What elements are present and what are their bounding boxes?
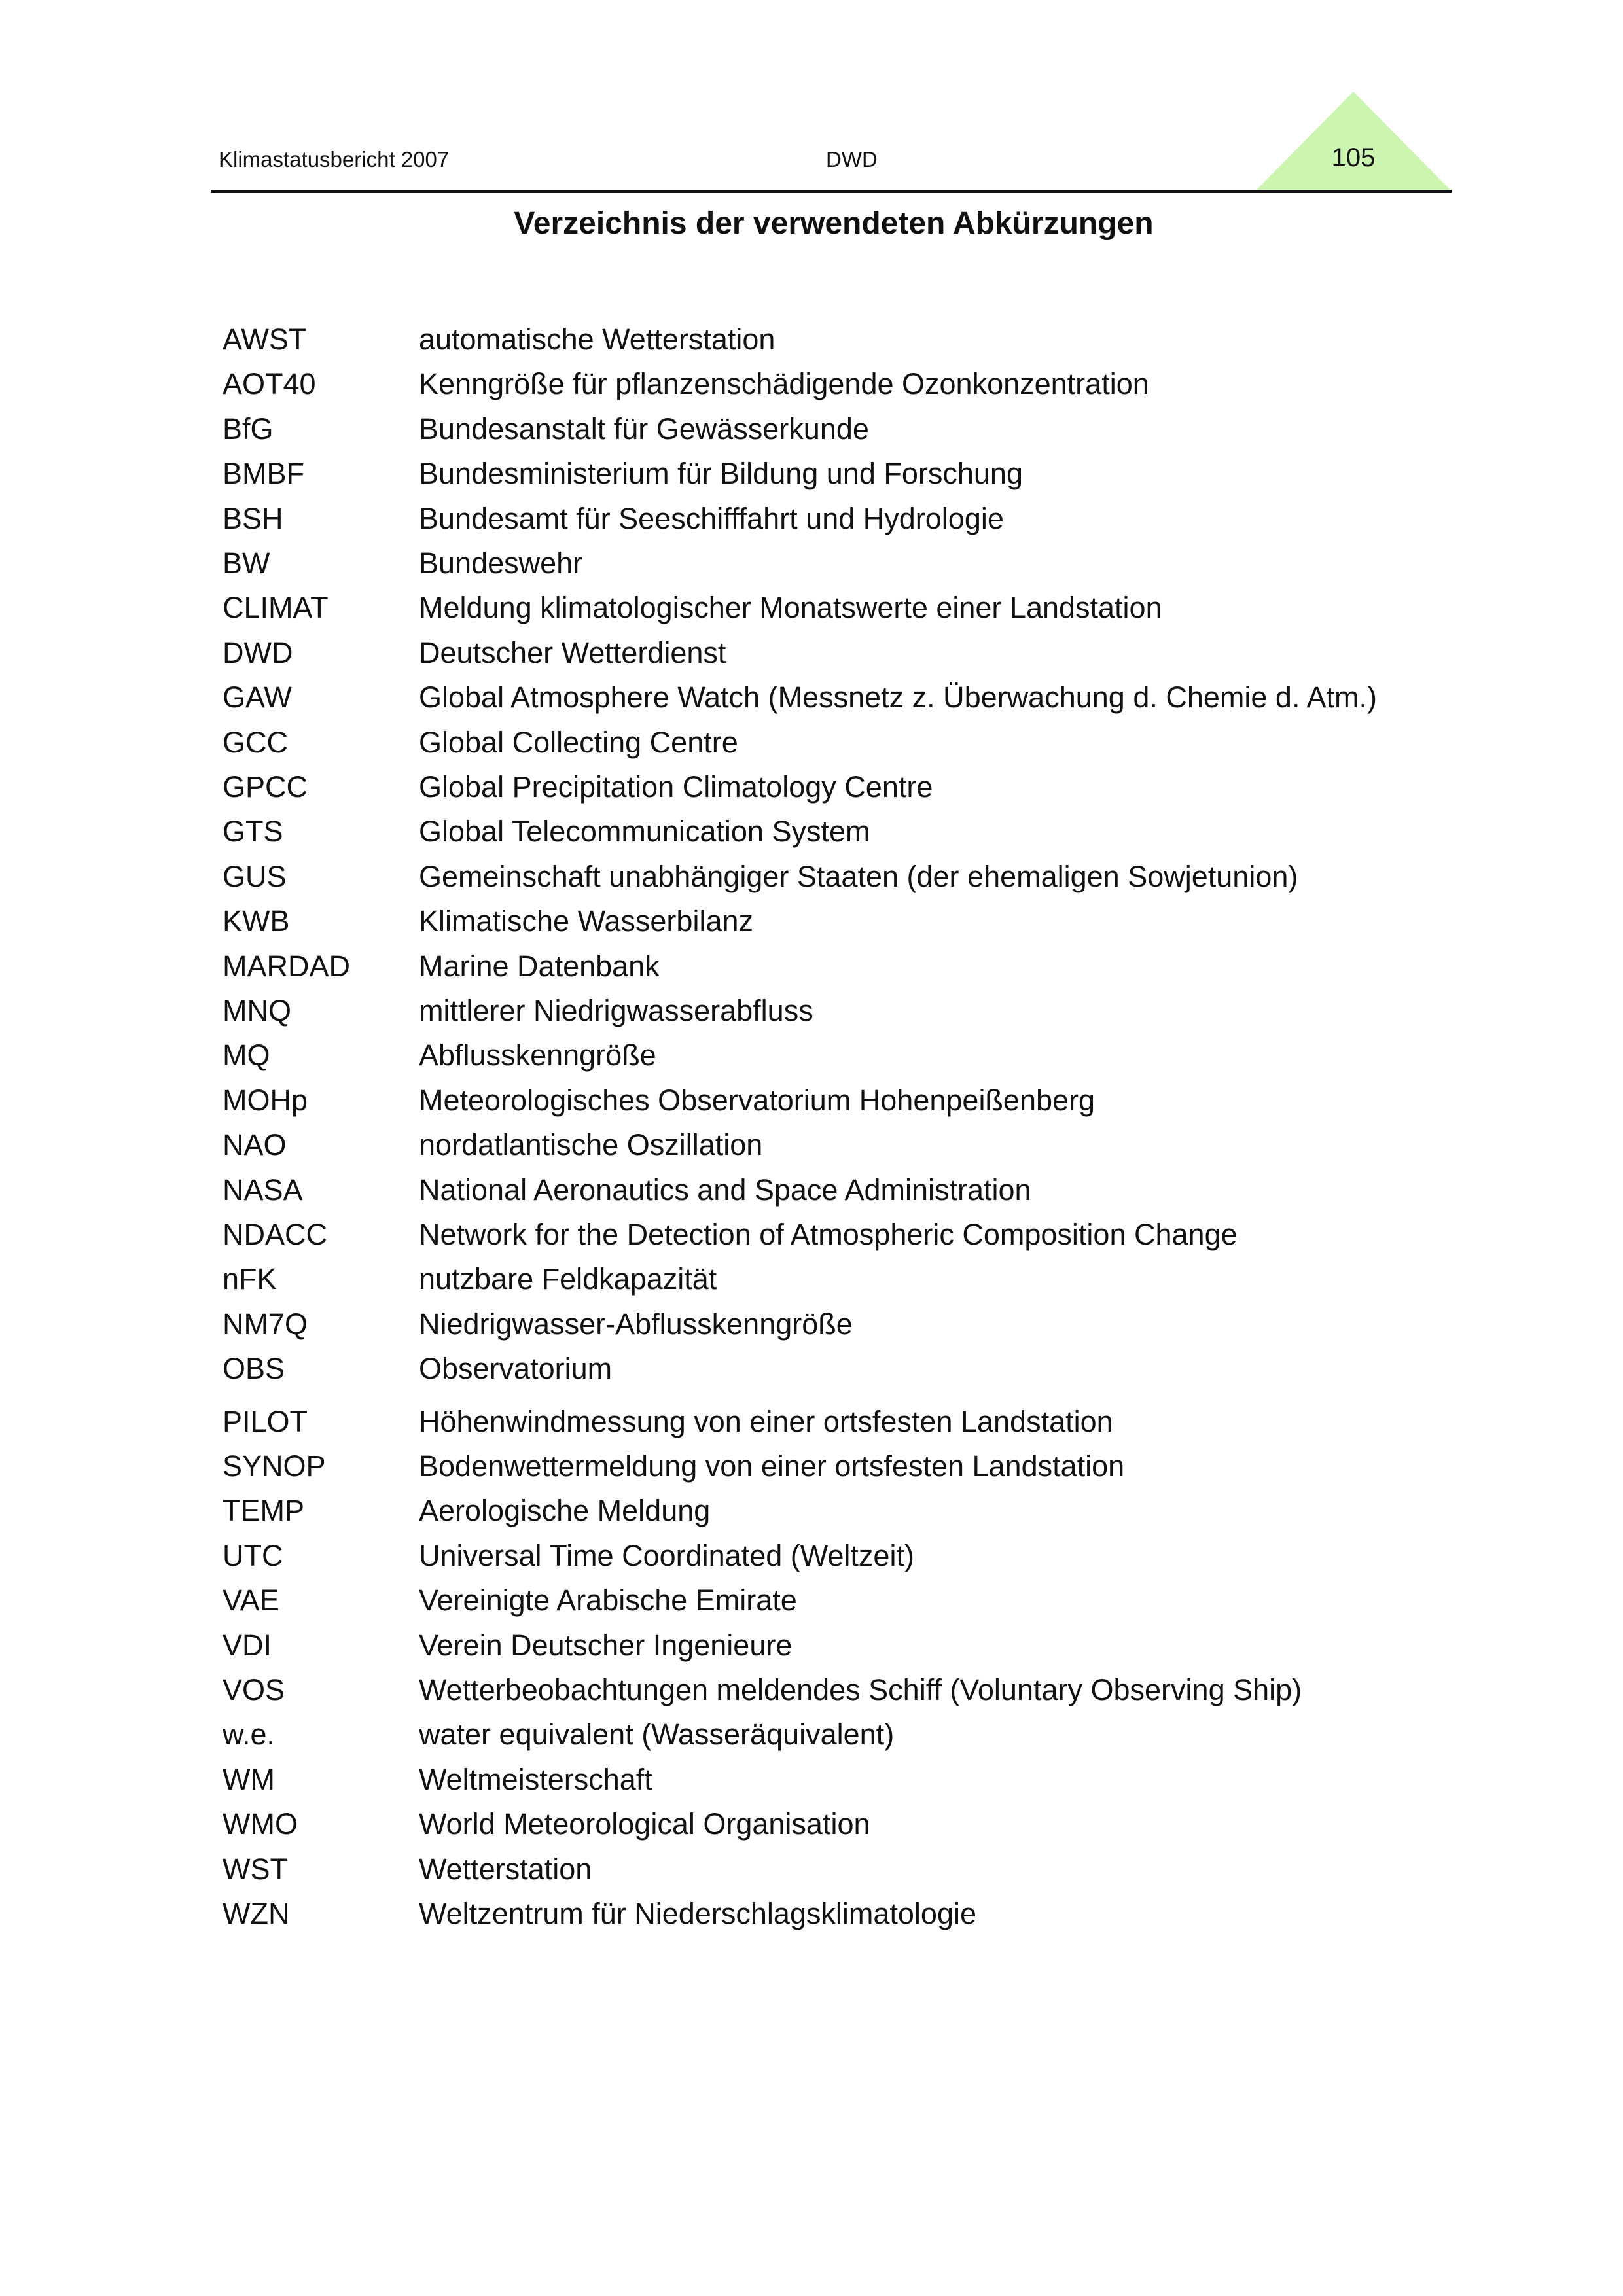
abbreviation-definition: Meldung klimatologischer Monatswerte einer Landstation [419,591,1162,624]
list-item [0,1036,1623,1075]
abbreviation: NDACC [223,1218,328,1251]
list-item [0,1581,1623,1620]
abbreviation: PILOT [223,1405,308,1438]
abbreviation-definition: Bundesamt für Seeschifffahrt und Hydrologie [419,502,1004,535]
abbreviation: VAE [223,1583,279,1617]
abbreviation-definition: Klimatische Wasserbilanz [419,904,753,938]
abbreviation-definition: Bodenwettermeldung von einer ortsfesten Landstation [419,1449,1125,1483]
abbreviation: OBS [223,1352,285,1385]
list-item [0,678,1623,717]
abbreviation-definition: Abflusskenngröße [419,1038,656,1072]
abbreviation-definition: Observatorium [419,1352,613,1385]
abbreviation: AWST [223,323,307,356]
list-item [0,857,1623,896]
abbreviation: UTC [223,1539,283,1572]
list-item [0,633,1623,673]
abbreviation-definition: Global Collecting Centre [419,726,738,759]
abbreviation-definition: Universal Time Coordinated (Weltzeit) [419,1539,914,1572]
list-item [0,588,1623,627]
abbreviation: WMO [223,1807,298,1841]
abbreviation-definition: Deutscher Wetterdienst [419,636,726,669]
abbreviation: MARDAD [223,949,351,983]
abbreviation-definition: Marine Datenbank [419,949,660,983]
list-item [0,1447,1623,1486]
list-item [0,812,1623,851]
abbreviation-definition: nordatlantische Oszillation [419,1128,763,1161]
abbreviation: CLIMAT [223,591,329,624]
list-item [0,1670,1623,1710]
abbreviation: GCC [223,726,288,759]
abbreviation: SYNOP [223,1449,326,1483]
abbreviation-definition: mittlerer Niedrigwasserabfluss [419,994,813,1027]
abbreviation: MNQ [223,994,291,1027]
list-item [0,1850,1623,1889]
abbreviation: VDI [223,1629,272,1662]
abbreviation-definition: Niedrigwasser-Abflusskenngröße [419,1307,853,1341]
abbreviation: NM7Q [223,1307,308,1341]
page-number: 105 [1331,143,1376,172]
abbreviation: BMBF [223,457,305,490]
list-item [0,1894,1623,1934]
report-title: Klimastatusbericht 2007 [219,147,450,171]
abbreviation: GPCC [223,770,308,804]
abbreviation-definition: Höhenwindmessung von einer ortsfesten Landstation [419,1405,1113,1438]
list-item [0,947,1623,986]
abbreviation: WST [223,1852,288,1886]
abbreviation-definition: Weltmeisterschaft [419,1763,652,1796]
list-item [0,364,1623,404]
abbreviation: BSH [223,502,283,535]
triangle-tab-icon [1255,92,1452,191]
abbreviation-definition: Gemeinschaft unabhängiger Staaten (der ehemaligen Sowjetunion) [419,860,1298,893]
abbreviation: DWD [223,636,293,669]
abbreviation-definition: Kenngröße für pflanzenschädigende Ozonkonzentration [419,367,1149,400]
abbreviation: WM [223,1763,275,1796]
abbreviation-definition: Wetterbeobachtungen meldendes Schiff (Voluntary Observing Ship) [419,1673,1302,1706]
abbreviation-definition: National Aeronautics and Space Administration [419,1173,1031,1207]
abbreviation-definition: Verein Deutscher Ingenieure [419,1629,793,1662]
abbreviation-definition: Aerologische Meldung [419,1494,711,1527]
list-item [0,1171,1623,1210]
abbreviation: w.e. [223,1718,276,1751]
abbreviation-definition: Bundesministerium für Bildung und Forschung [419,457,1023,490]
page-title: Verzeichnis der verwendeten Abkürzungen [514,206,1154,241]
list-item [0,768,1623,807]
list-item [0,410,1623,449]
list-item [0,1081,1623,1120]
abbreviation-definition: water equivalent (Wasseräquivalent) [419,1718,895,1751]
abbreviation: VOS [223,1673,285,1706]
list-item [0,1305,1623,1344]
abbreviation: AOT40 [223,367,316,400]
abbreviation: MOHp [223,1084,308,1117]
abbreviation-definition: Global Precipitation Climatology Centre [419,770,933,804]
list-item [0,1349,1623,1388]
abbreviation-definition: nutzbare Feldkapazität [419,1262,717,1296]
publisher-name: DWD [826,147,878,171]
abbreviation-definition: Bundesanstalt für Gewässerkunde [419,412,869,446]
list-item [0,1626,1623,1665]
list-item [0,1260,1623,1299]
abbreviation: KWB [223,904,290,938]
abbreviation: BW [223,546,270,580]
abbreviation: NASA [223,1173,303,1207]
abbreviation-definition: World Meteorological Organisation [419,1807,870,1841]
abbreviation-definition: Global Atmosphere Watch (Messnetz z. Überwachung d. Chemie d. Atm.) [419,680,1377,714]
list-item [0,1491,1623,1530]
abbreviation: MQ [223,1038,270,1072]
abbreviation: nFK [223,1262,277,1296]
abbreviation: GUS [223,860,287,893]
abbreviation-definition: Bundeswehr [419,546,583,580]
list-item [0,723,1623,762]
list-item [0,1715,1623,1754]
list-item [0,499,1623,539]
list-item [0,320,1623,359]
list-item [0,544,1623,583]
list-item [0,454,1623,493]
list-item [0,1125,1623,1165]
page-number-tab [1255,92,1452,191]
abbreviation-definition: Meteorologisches Observatorium Hohenpeißenberg [419,1084,1096,1117]
list-item [0,1215,1623,1254]
list-item [0,1402,1623,1441]
abbreviation-definition: Weltzentrum für Niederschlagsklimatologie [419,1897,977,1930]
list-item [0,1760,1623,1799]
list-item [0,1536,1623,1576]
abbreviation: TEMP [223,1494,305,1527]
abbreviation: NAO [223,1128,287,1161]
list-item [0,902,1623,941]
abbreviation-definition: Wetterstation [419,1852,592,1886]
abbreviation: GAW [223,680,292,714]
abbreviation: GTS [223,815,283,848]
abbreviation-definition: Vereinigte Arabische Emirate [419,1583,797,1617]
abbreviation-definition: Network for the Detection of Atmospheric Composition Change [419,1218,1238,1251]
header-rule [211,190,1452,193]
list-item [0,991,1623,1031]
abbreviation: WZN [223,1897,290,1930]
list-item [0,1805,1623,1844]
abbreviation-definition: Global Telecommunication System [419,815,870,848]
abbreviation: BfG [223,412,274,446]
abbreviation-definition: automatische Wetterstation [419,323,776,356]
